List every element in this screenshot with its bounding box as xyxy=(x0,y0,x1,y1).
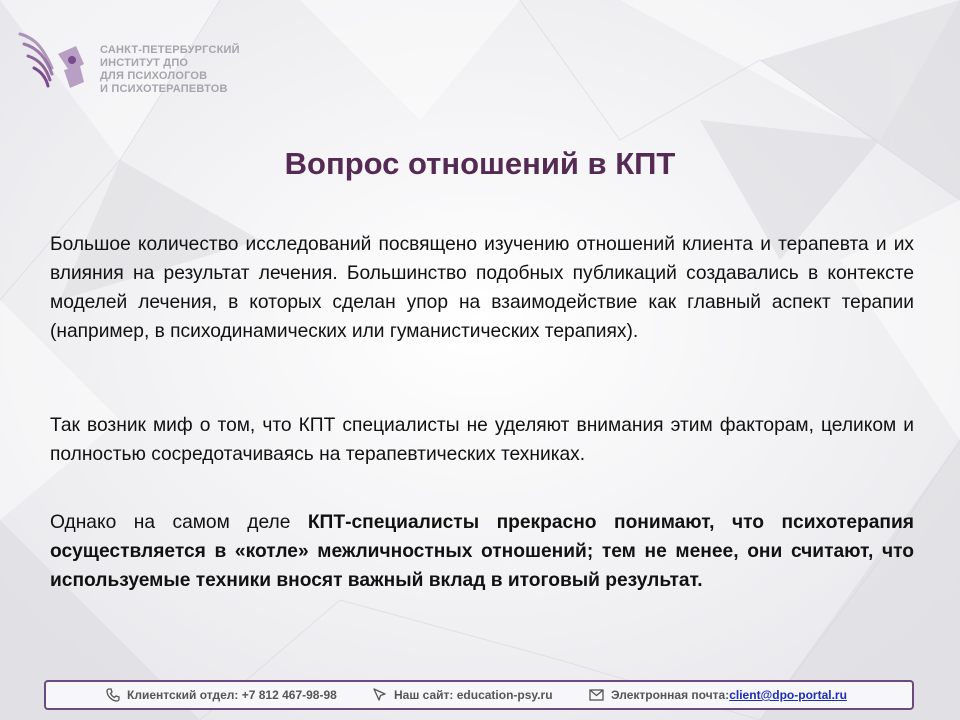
logo-line: ИНСТИТУТ ДПО xyxy=(100,57,189,69)
email-label: Электронная почта: xyxy=(611,688,730,702)
slide-title: Вопрос отношений в КПТ xyxy=(284,146,676,181)
email-contact xyxy=(589,688,847,702)
phone-label: Клиентский отдел: +7 812 467-98-98 xyxy=(127,688,337,702)
logo-line: ДЛЯ ПСИХОЛОГОВ xyxy=(100,70,208,82)
envelope-icon xyxy=(589,689,604,701)
paragraph-myth: Так возник миф о том, что КПТ специалисты не уделяют внимания этим факторам, целиком и полностью сосредотачиваясь на терапевтических техниках. xyxy=(50,415,914,465)
paragraph-conclusion xyxy=(50,508,914,595)
site-label: Наш сайт: education-psy.ru xyxy=(394,688,553,702)
paragraph-research: Большое количество исследований посвящено изучению отношений клиента и терапевта и их влияния на результат лечения. Большинство подобных публикаций создавались в контексте моделей лечения, в которых сделан упор на взаимодействие как главный аспект терапии (например, в психодинамических или гуманистических терапиях). xyxy=(50,234,914,342)
institute-logo xyxy=(14,24,254,94)
paragraph-conclusion-lead: Однако на самом деле xyxy=(50,512,308,533)
cursor-icon xyxy=(373,688,387,702)
logo-line: И ПСИХОТЕРАПЕВТОВ xyxy=(100,83,228,95)
phone-contact xyxy=(106,688,337,702)
logo-text xyxy=(100,44,270,96)
contact-footer xyxy=(44,680,914,710)
logo-line: САНКТ-ПЕТЕРБУРГСКИЙ xyxy=(100,44,240,56)
email-link[interactable]: client@dpo-portal.ru xyxy=(729,688,847,702)
wing-emblem-icon xyxy=(14,24,100,94)
site-contact xyxy=(373,688,553,702)
phone-icon xyxy=(106,688,120,702)
paragraph-conclusion-bold: КПТ-специалисты прекрасно понимают, что психотерапия осуществляется в «котле» межличностных отношений; тем не менее, они считают, что используемые техники вносят важный вклад в итоговый результат. xyxy=(50,512,914,591)
